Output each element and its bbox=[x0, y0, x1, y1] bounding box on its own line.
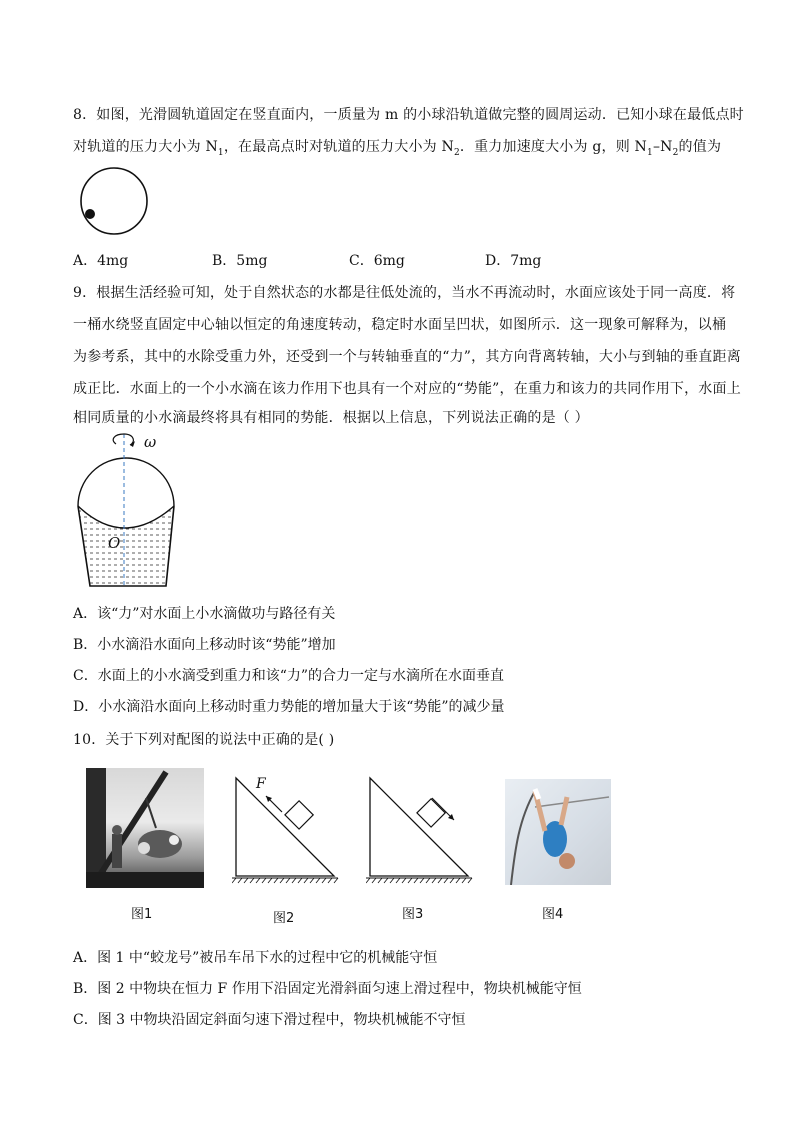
q9-line-2: 一桶水绕竖直固定中心轴以恒定的角速度转动，稳定时水面呈凹状，如图所示．这一现象可解释为，以桶 bbox=[73, 317, 727, 333]
circular-track bbox=[81, 168, 147, 234]
q8-option-c: C．6mg bbox=[349, 253, 405, 269]
ball bbox=[85, 209, 95, 219]
q9-option-d: D．小水滴沿水面向上移动时重力势能的增加量大于该“势能”的减少量 bbox=[73, 699, 505, 715]
q9-line-1: 9．根据生活经验可知，处于自然状态的水都是往低处流的，当水不再流动时，水面应该处于同一高度．将 bbox=[73, 285, 736, 301]
q8-option-d: D．7mg bbox=[485, 253, 542, 269]
figure-3-incline-sliding bbox=[366, 772, 476, 884]
figure-2-incline-with-force bbox=[232, 772, 340, 884]
q9-line-5: 相同质量的小水滴最终将具有相同的势能．根据以上信息，下列说法正确的是（ ） bbox=[73, 410, 589, 426]
figure-1-crane-photo bbox=[86, 768, 204, 888]
circular-track-figure bbox=[76, 166, 152, 236]
q10-option-b: B．图 2 中物块在恒力 F 作用下沿固定光滑斜面匀速上滑过程中，物块机械能守恒 bbox=[73, 981, 582, 997]
incline bbox=[236, 778, 334, 876]
q10-option-c: C．图 3 中物块沿固定斜面匀速下滑过程中，物块机械能不守恒 bbox=[73, 1012, 466, 1028]
rotating-bucket-figure bbox=[72, 430, 184, 592]
rotation-arrow bbox=[113, 434, 133, 445]
incline bbox=[370, 778, 468, 876]
water-surface-dome bbox=[78, 458, 174, 506]
q10-stem: 10．关于下列对配图的说法中正确的是( ) bbox=[73, 732, 335, 748]
figure-1-caption: 图1 bbox=[131, 907, 153, 922]
q8-option-a: A．4mg bbox=[73, 253, 129, 269]
q10-option-a: A．图 1 中“蛟龙号”被吊车吊下水的过程中它的机械能守恒 bbox=[73, 950, 438, 966]
figure-3-caption: 图3 bbox=[402, 907, 424, 922]
center-label: O bbox=[108, 534, 121, 552]
q9-option-b: B．小水滴沿水面向上移动时该“势能”增加 bbox=[73, 637, 336, 653]
block bbox=[285, 801, 313, 829]
q9-line-4: 成正比．水面上的一个小水滴在该力作用下也具有一个对应的“势能”，在重力和该力的共同作用下，水面上 bbox=[73, 381, 741, 397]
q8-line-2: 对轨道的压力大小为 $N_1$，在最高点时对轨道的压力大小为 $N_2$．重力加速度大小为 g，则 $N_1-N_2$的值为 bbox=[73, 139, 722, 158]
q8-option-b: B．5mg bbox=[212, 253, 268, 269]
block bbox=[417, 799, 445, 827]
figure-4-caption: 图4 bbox=[542, 907, 564, 922]
omega-label: ω bbox=[144, 433, 157, 451]
force-label: F bbox=[256, 776, 266, 792]
q9-option-c: C．水面上的小水滴受到重力和该“力”的合力一定与水滴所在水面垂直 bbox=[73, 668, 505, 684]
figure-4-pole-vault-photo bbox=[505, 779, 611, 885]
q9-line-3: 为参考系，其中的水除受重力外，还受到一个与转轴垂直的“力”，其方向背离转轴，大小与到轴的垂直距离 bbox=[73, 349, 741, 365]
q8-line-1: 8．如图，光滑圆轨道固定在竖直面内，一质量为 m 的小球沿轨道做完整的圆周运动．已知小球在最低点时 bbox=[73, 107, 744, 123]
q9-option-a: A．该“力”对水面上小水滴做功与路径有关 bbox=[73, 606, 336, 622]
figure-2-caption: 图2 bbox=[273, 911, 295, 926]
